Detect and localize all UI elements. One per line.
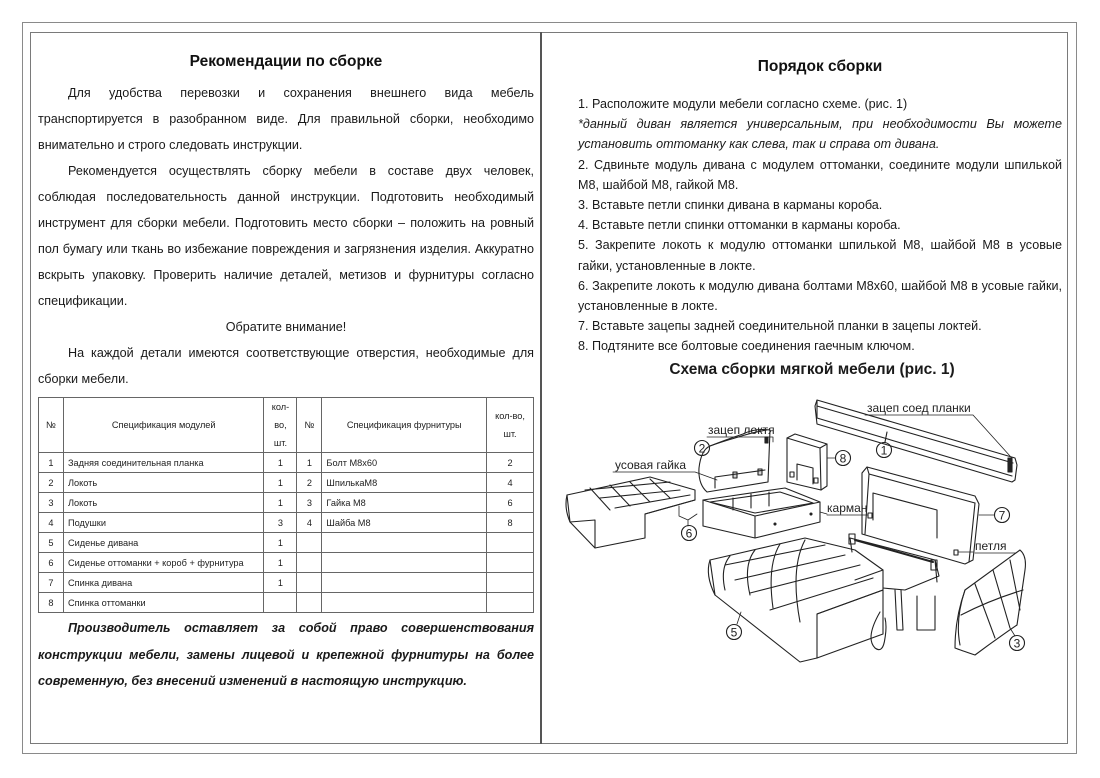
table-row bbox=[39, 513, 534, 533]
module-qty-cell: 1 bbox=[264, 553, 297, 573]
module-num-cell: 4 bbox=[39, 513, 64, 533]
module-num-cell: 6 bbox=[39, 553, 64, 573]
left-page bbox=[38, 44, 534, 695]
assembly-step: 1. Расположите модули мебели согласно схеме. (рис. 1) bbox=[578, 97, 908, 111]
hardware-qty-cell: 8 bbox=[487, 513, 534, 533]
hardware-qty-cell bbox=[487, 573, 534, 593]
table-row bbox=[39, 473, 534, 493]
module-qty-cell: 1 bbox=[264, 473, 297, 493]
hardware-name-cell bbox=[322, 553, 487, 573]
assembly-step: 2. Сдвиньте модуль дивана с модулем оттоманки, соедините модули шпилькой М8, шайбой М8, гайкой М8. bbox=[578, 157, 1062, 192]
module-qty-cell: 1 bbox=[264, 493, 297, 513]
page-divider bbox=[540, 32, 542, 744]
hardware-qty-cell: 4 bbox=[487, 473, 534, 493]
part-number-6 bbox=[679, 506, 697, 541]
label-pocket bbox=[820, 501, 868, 515]
assembly-note: *данный диван является универсальным, при необходимости Вы можете установить оттоманку как слева, так и справа от дивана. bbox=[578, 117, 1062, 152]
hardware-name-cell bbox=[322, 573, 487, 593]
svg-text:1: 1 bbox=[880, 443, 888, 458]
table-header-row bbox=[39, 398, 534, 453]
hardware-num-cell bbox=[297, 553, 322, 573]
table-row bbox=[39, 453, 534, 473]
module-name-cell: Подушки bbox=[63, 513, 264, 533]
part-ottoman-seat bbox=[566, 477, 695, 548]
label-barrel-nut bbox=[613, 458, 717, 480]
right-page bbox=[578, 52, 1062, 383]
notice-paragraph: На каждой детали имеются соответствующие отверстия, необходимые для сборки мебели. bbox=[38, 346, 534, 386]
assembly-steps bbox=[578, 94, 1062, 357]
svg-text:7: 7 bbox=[998, 508, 1006, 523]
table-row bbox=[39, 493, 534, 513]
specification-table bbox=[38, 397, 534, 613]
part-ottoman-back bbox=[787, 434, 827, 490]
module-name-cell: Спинка дивана bbox=[63, 573, 264, 593]
notice-heading: Обратите внимание! bbox=[225, 320, 347, 334]
header-modules: Спецификация модулей bbox=[63, 398, 264, 453]
assembly-step: 5. Закрепите локоть к модулю оттоманки шпилькой М8, шайбой М8 в усовые гайки, установленные в локте. bbox=[578, 238, 1062, 273]
part-sofa-back bbox=[862, 467, 979, 564]
module-name-cell: Сиденье дивана bbox=[63, 533, 264, 553]
svg-text:5: 5 bbox=[730, 625, 738, 640]
hardware-num-cell: 2 bbox=[297, 473, 322, 493]
hardware-name-cell: Болт М8х60 bbox=[322, 453, 487, 473]
hardware-num-cell bbox=[297, 593, 322, 613]
svg-text:6: 6 bbox=[685, 526, 693, 541]
hardware-num-cell: 4 bbox=[297, 513, 322, 533]
table-row bbox=[39, 553, 534, 573]
module-num-cell: 7 bbox=[39, 573, 64, 593]
module-qty-cell: 1 bbox=[264, 573, 297, 593]
assembly-step: 6. Закрепите локоть к модулю дивана болтами М8х60, шайбой М8 в усовые гайки, установленные в локте. bbox=[578, 278, 1062, 314]
part-number-5 bbox=[727, 612, 742, 640]
hardware-name-cell bbox=[322, 533, 487, 553]
assembly-diagram bbox=[555, 390, 1065, 740]
hardware-qty-cell bbox=[487, 553, 534, 573]
hardware-num-cell: 1 bbox=[297, 453, 322, 473]
module-name-cell: Локоть bbox=[63, 493, 264, 513]
part-number-1 bbox=[877, 443, 892, 458]
intro-paragraph: Для удобства перевозки и сохранения внешнего вида мебель транспортируется в разобранном виде. Для правильной сборки, необходимо внимательно и строго следовать инструкции. bbox=[38, 86, 534, 152]
recommendations-title: Рекомендации по сборке bbox=[189, 53, 383, 70]
module-num-cell: 2 bbox=[39, 473, 64, 493]
module-name-cell: Задняя соединительная планка bbox=[63, 453, 264, 473]
hardware-num-cell: 3 bbox=[297, 493, 322, 513]
hardware-name-cell: Гайка М8 bbox=[322, 493, 487, 513]
part-ottoman-box bbox=[703, 488, 820, 538]
module-num-cell: 5 bbox=[39, 533, 64, 553]
module-num-cell: 1 bbox=[39, 453, 64, 473]
part-number-7 bbox=[979, 508, 1010, 523]
scheme-title: Схема сборки мягкой мебели (рис. 1) bbox=[669, 360, 955, 378]
manufacturer-disclaimer: Производитель оставляет за собой право совершенствования конструкции мебели, замены лицевой и крепежной фурнитуры на более современную, без внесений изменений в настоящую инструкцию. bbox=[38, 621, 534, 688]
module-qty-cell: 3 bbox=[264, 513, 297, 533]
part-number-8 bbox=[827, 451, 851, 466]
header-num-hardware: № bbox=[297, 398, 322, 453]
header-qty-hardware: кол-во, шт. bbox=[487, 398, 534, 453]
module-qty-cell: 1 bbox=[264, 533, 297, 553]
module-qty-cell bbox=[264, 593, 297, 613]
svg-text:карман: карман bbox=[827, 501, 868, 515]
header-qty-modules: кол-во, шт. bbox=[264, 398, 297, 453]
hardware-qty-cell: 6 bbox=[487, 493, 534, 513]
sofa-mechanism bbox=[849, 534, 939, 650]
module-qty-cell: 1 bbox=[264, 453, 297, 473]
svg-text:8: 8 bbox=[839, 451, 847, 466]
svg-text:3: 3 bbox=[1013, 636, 1021, 651]
assembly-order-title: Порядок сборки bbox=[757, 58, 883, 75]
table-row bbox=[39, 533, 534, 553]
assembly-step: 4. Вставьте петли спинки оттоманки в карманы короба. bbox=[578, 218, 901, 233]
table-row bbox=[39, 573, 534, 593]
svg-text:петля: петля bbox=[975, 539, 1007, 553]
assembly-step: 3. Вставьте петли спинки дивана в карманы короба. bbox=[578, 198, 883, 213]
svg-text:усовая гайка: усовая гайка bbox=[615, 458, 687, 472]
module-name-cell: Спинка оттоманки bbox=[63, 593, 264, 613]
hardware-name-cell bbox=[322, 593, 487, 613]
module-name-cell: Локоть bbox=[63, 473, 264, 493]
module-num-cell: 3 bbox=[39, 493, 64, 513]
part-number-3 bbox=[1010, 628, 1025, 651]
module-num-cell: 8 bbox=[39, 593, 64, 613]
header-hardware: Спецификация фурнитуры bbox=[322, 398, 487, 453]
svg-text:зацеп соед планки: зацеп соед планки bbox=[867, 401, 971, 415]
assembly-step: 8. Подтяните все болтовые соединения гаечным ключом. bbox=[578, 339, 915, 354]
module-name-cell: Сиденье оттоманки + короб + фурнитура bbox=[63, 553, 264, 573]
header-num-modules: № bbox=[39, 398, 64, 453]
preparation-paragraph: Рекомендуется осуществлять сборку мебели в составе двух человек, соблюдая последовательность данной инструкции. Подготовить необходимый инструмент для сборки мебели. Подготовить место сборки – положить на ровный пол бумагу или ткань во избежание повреждения и загрязнения изделия. Аккуратно вскрыть упаковку. Проверить наличие деталей, метизов и фурнитуры согласно спецификации. bbox=[38, 164, 534, 308]
hardware-name-cell: ШпилькаМ8 bbox=[322, 473, 487, 493]
part-armrest-2 bbox=[699, 430, 770, 493]
label-loop bbox=[958, 539, 1016, 553]
svg-text:2: 2 bbox=[698, 441, 706, 456]
table-row bbox=[39, 593, 534, 613]
hardware-num-cell bbox=[297, 533, 322, 553]
hardware-name-cell: Шайба М8 bbox=[322, 513, 487, 533]
part-sofa-seat bbox=[708, 538, 883, 662]
hardware-num-cell bbox=[297, 573, 322, 593]
hardware-qty-cell: 2 bbox=[487, 453, 534, 473]
hardware-qty-cell bbox=[487, 593, 534, 613]
hardware-qty-cell bbox=[487, 533, 534, 553]
svg-text:зацеп локтя: зацеп локтя bbox=[708, 423, 775, 437]
assembly-step: 7. Вставьте зацепы задней соединительной планки в зацепы локтей. bbox=[578, 319, 982, 334]
